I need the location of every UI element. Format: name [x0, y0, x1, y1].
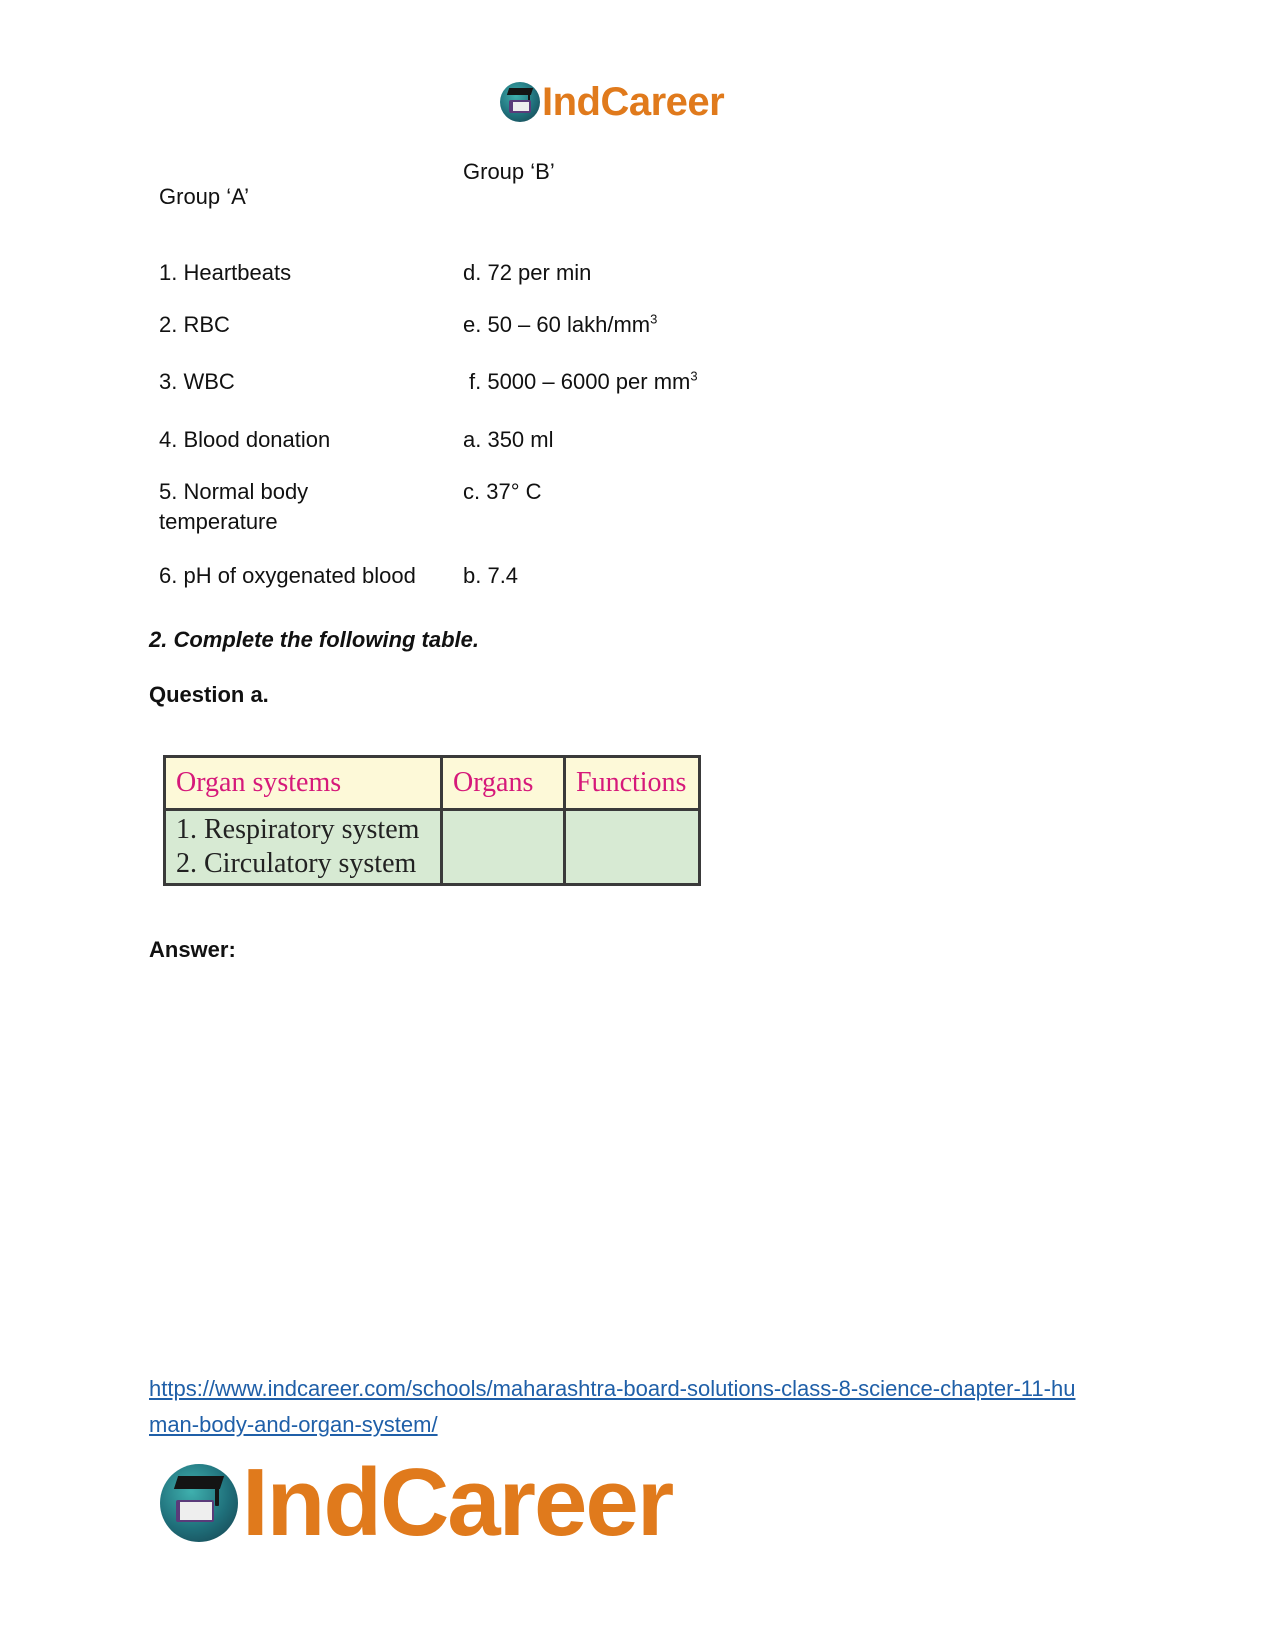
- table-header-row: [165, 757, 700, 810]
- group-a-item-continued: temperature: [159, 509, 278, 534]
- group-a-item: 3. WBC: [159, 369, 235, 394]
- table-row: [165, 810, 700, 885]
- section-heading: 2. Complete the following table.: [149, 627, 480, 652]
- brand-name: IndCareer: [542, 79, 725, 124]
- group-b-item: f. 5000 – 6000 per $mm^3$: [469, 368, 698, 394]
- group-a-item: 5. Normal body: [159, 479, 309, 504]
- source-link-line[interactable]: man-body-and-organ-system/: [149, 1412, 438, 1437]
- group-a-item: 1. Heartbeats: [159, 260, 292, 285]
- table-cell: [165, 810, 442, 885]
- group-a-item: 4. Blood donation: [159, 427, 331, 452]
- table-cell-line: 1. Respiratory system: [176, 814, 420, 845]
- group-b-item: b. 7.4: [463, 563, 519, 588]
- header-logo: [500, 78, 724, 126]
- table-header-cell: Organ systems: [165, 757, 442, 810]
- group-a-title: Group ‘A’: [159, 184, 250, 209]
- table-cell-empty: [442, 810, 565, 885]
- table-header-cell: Functions: [565, 757, 700, 810]
- table-cell-line: 2. Circulatory system: [176, 848, 417, 879]
- group-b-title: Group ‘B’: [463, 159, 555, 184]
- group-b-item: c. 37° C: [463, 479, 542, 504]
- answer-label: Answer:: [149, 937, 236, 962]
- table-cell-empty: [565, 810, 700, 885]
- footer-logo: [160, 1449, 673, 1556]
- source-link[interactable]: [149, 1371, 1129, 1443]
- brand-name: IndCareer: [242, 1449, 673, 1556]
- graduation-globe-icon: [500, 82, 540, 122]
- table-header-cell: Organs: [442, 757, 565, 810]
- group-a-item: 2. RBC: [159, 312, 230, 337]
- group-a-item: 6. pH of oxygenated blood: [159, 563, 416, 588]
- group-b-item: e. 50 – 60 lakh/$mm^3$: [463, 311, 658, 337]
- group-b-item: a. 350 ml: [463, 427, 554, 452]
- question-label: Question a.: [149, 682, 269, 707]
- superscript: 3: [690, 368, 698, 384]
- superscript: 3: [650, 311, 658, 327]
- group-b-item: d. 72 per min: [463, 260, 592, 285]
- organ-systems-table: [163, 755, 701, 886]
- graduation-globe-icon: [160, 1464, 238, 1542]
- source-link-line[interactable]: https://www.indcareer.com/schools/maharashtra-board-solutions-class-8-science-chapter-11-hu: [149, 1376, 1076, 1401]
